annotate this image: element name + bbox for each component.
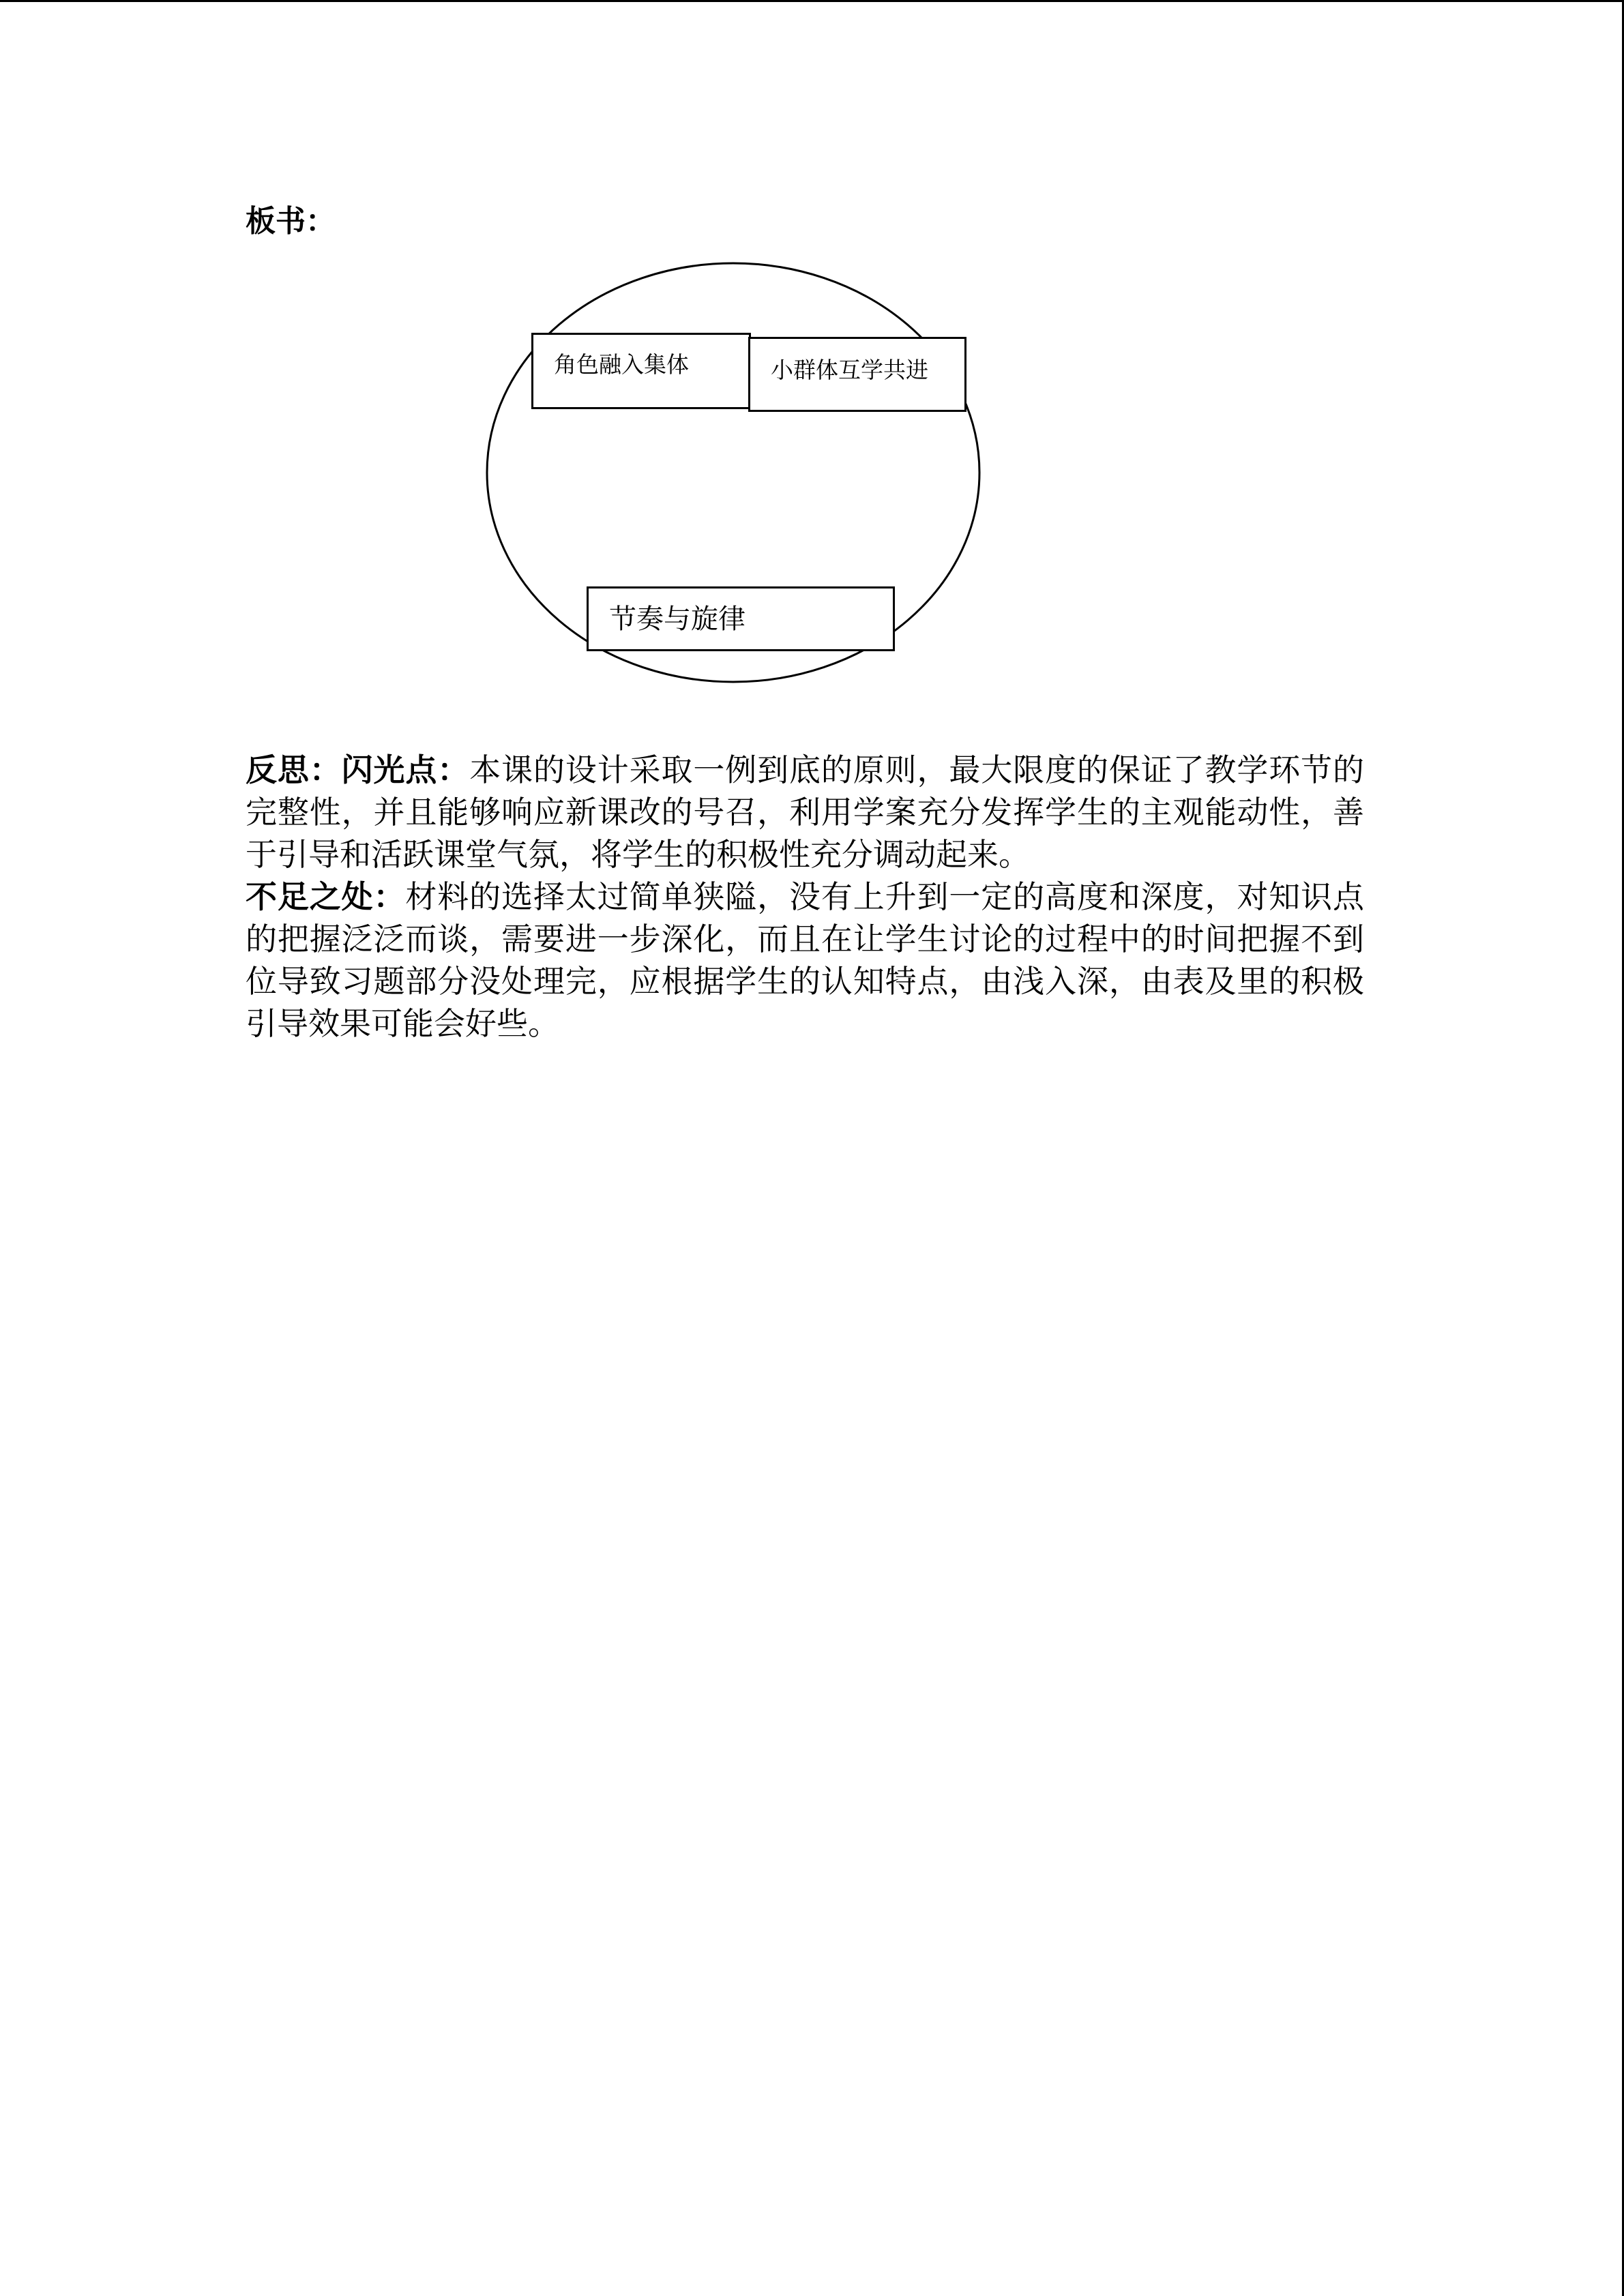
shortcomings-label: 不足之处： [246, 878, 406, 915]
reflection-section [246, 749, 1364, 1045]
reflection-paragraph-shortcomings [246, 876, 1364, 1045]
blackboard-diagram [477, 258, 989, 694]
highlights-text: 本课的设计采取一例到底的原则，最大限度的保证了教学环节的完整性，并且能够响应新课改的号召，利用学案充分发挥学生的主观能动性，善于引导和活跃课堂气氛，将学生的积极性充分调动起来。 [246, 751, 1365, 873]
diagram-box-group [748, 337, 966, 412]
diagram-box-label: 小群体互学共进 [771, 357, 928, 383]
shortcomings-text: 材料的选择太过简单狭隘，没有上升到一定的高度和深度，对知识点的把握泛泛而谈，需要进一步深化，而且在让学生讨论的过程中的时间把握不到位导致习题部分没处理完，应根据学生的认知特点，由浅入深，由表及里的积极引导效果可能会好些。 [246, 878, 1365, 1042]
reflection-paragraph-highlights [246, 749, 1364, 876]
highlights-label: 闪光点： [341, 751, 470, 788]
diagram-box-label: 节奏与旋律 [609, 603, 745, 635]
diagram-box-rhythm [587, 586, 895, 651]
section-heading: 板书： [246, 204, 336, 239]
diagram-box-role [531, 333, 751, 409]
reflection-label: 反思： [246, 751, 342, 788]
diagram-box-label: 角色融入集体 [554, 351, 689, 378]
